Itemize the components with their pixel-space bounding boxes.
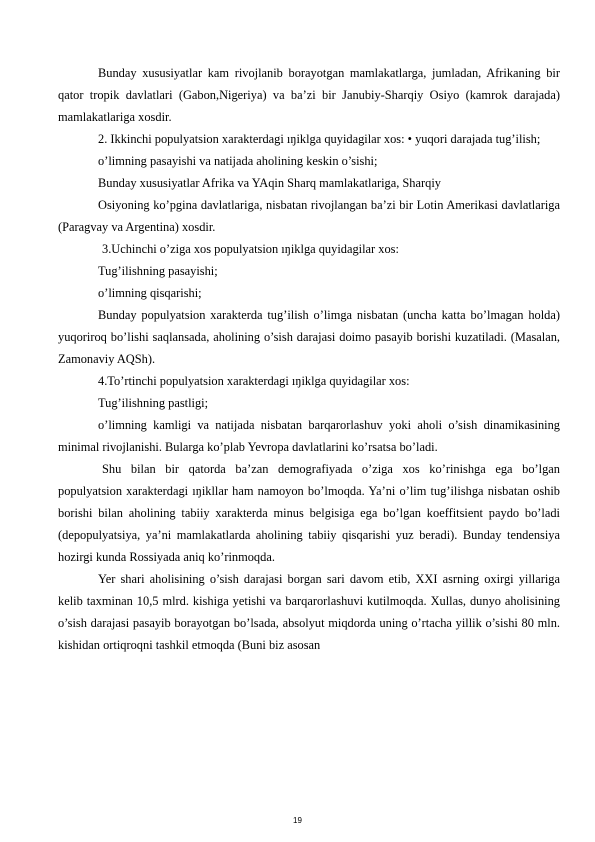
paragraph-11: Tug’ilishning pastligi; [98,396,209,410]
paragraph-5: Osiyoning ko’pgina davlatlariga, nisbatan rivojlangan ba’zi bir Lotin Amerikasi davlatlariga (Paragvay va Argentina) xosdir. [58,198,560,234]
paragraph-14: Yer shari aholisining o’sish darajasi borgan sari davom etib, XXI asrning oxirgi yillariga kelib taxminan 10,5 mlrd. kishiga yetishi va barqarorlashuvi kutilmoqda. Xullas, dunyo aholisining o’sish darajasi pasayib borayotgan bo’lsada, absolyut miqdorda uning o’rtacha yillik o’sishi 80 mln. kishidan ortiqroqni tashkil etmoqda (Buni biz asosan [58,572,560,652]
paragraph-4: Bunday xususiyatlar Afrika va YAqin Sharq mamlakatlariga, Sharqiy [98,176,441,190]
paragraph-8: o’limning qisqarishi; [98,286,202,300]
page-number: 19 [293,816,302,825]
document-page [58,62,560,656]
paragraph-7: Tug’ilishning pasayishi; [98,264,218,278]
paragraph-13: Shu bilan bir qatorda ba’zan demografiyada o’ziga xos ko’rinishga ega bo’lgan populyatsion xarakterdagi ıŋikllar ham namoyon bo’lmoqda. Ya’ni o’lim tug’ilishga nisbatan oshib borishi bilan aholining tabiiy xarakterda minus belgisiga ega bo’lgan koeffitsient paydo bo’ladi (depopulyatsiya, ya’ni mamlakatlarda aholining tabiiy qisqarishi yuz beradi). Bunday tendensiya hozirgi kunda Rossiyada aniq ko’rinmoqda. [58,462,560,564]
paragraph-2: 2. Ikkinchi populyatsion xarakterdagi ıŋiklga quyidagilar xos: • yuqori darajada tug’ilish; [98,132,541,146]
paragraph-1: Bunday xususiyatlar kam rivojlanib borayotgan mamlakatlarga, jumladan, Afrikaning bir qator tropik davlatlari (Gabon,Nigeriya) va ba’zi bir Janubiy-Sharqiy Osiyo (kamrok darajada) mamlakatlariga xosdir. [58,66,560,124]
paragraph-9: Bunday populyatsion xarakterda tug’ilish o’limga nisbatan (uncha katta bo’lmagan holda) yuqoriroq bo’lishi saqlansada, aholining o’sish darajasi doimo pasayib borishi kuzatiladi. (Masalan, Zamonaviy AQSh). [58,308,560,366]
paragraph-10: 4.To’rtinchi populyatsion xarakterdagi ıŋiklga quyidagilar xos: [98,374,410,388]
paragraph-6: 3.Uchinchi o’ziga xos populyatsion ıŋiklga quyidagilar xos: [102,242,399,256]
paragraph-12: o’limning kamligi va natijada nisbatan barqarorlashuv yoki aholi o’sish dinamikasining minimal rivojlanishi. Bularga ko’plab Yevropa davlatlarini ko’rsatsa bo’ladi. [58,418,560,454]
paragraph-3: o’limning pasayishi va natijada aholining keskin o’sishi; [98,154,378,168]
